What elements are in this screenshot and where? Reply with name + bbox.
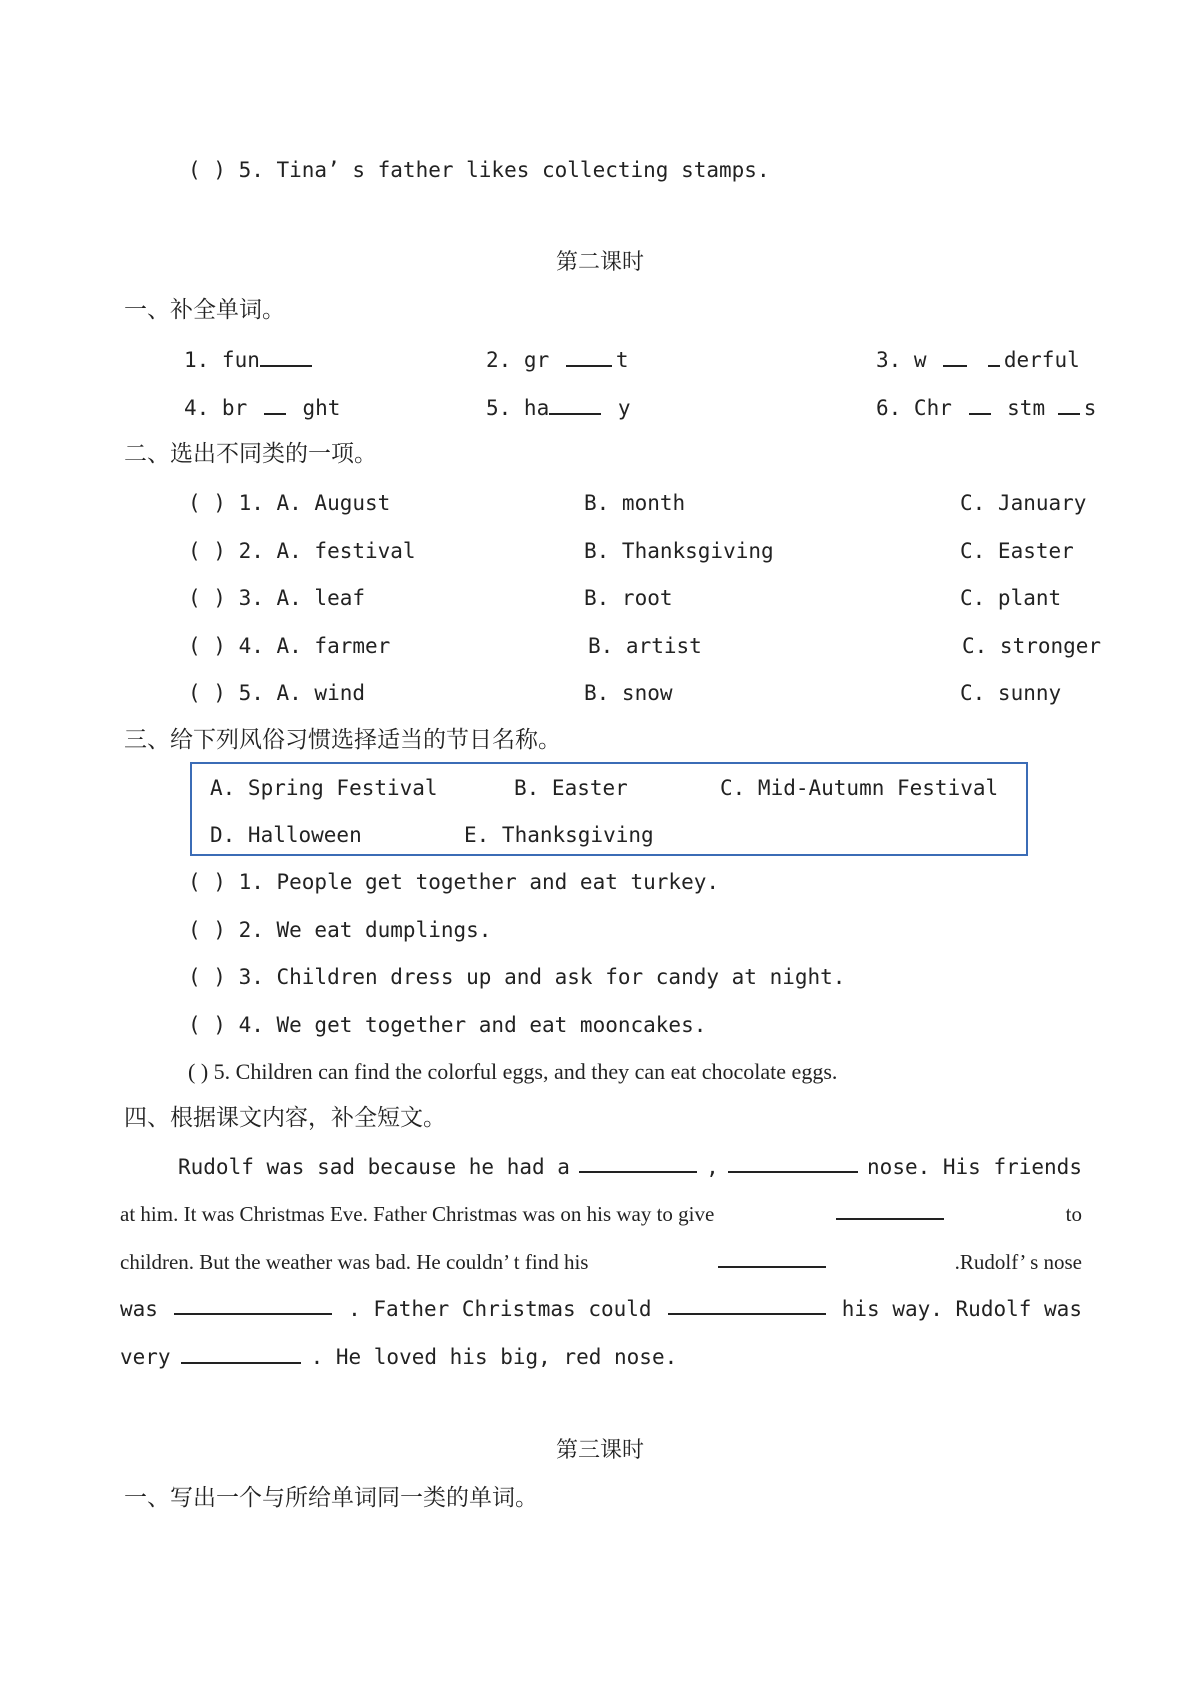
blank[interactable] — [1058, 395, 1080, 415]
choice-row: ( ) 3. A. leaf — [188, 586, 366, 610]
custom-question-5: ( ) 5. Children can find the colorful eggs, and they can eat chocolate eggs. — [188, 1059, 838, 1084]
blank[interactable] — [579, 1153, 697, 1173]
lesson2-title: 第二课时 — [555, 250, 644, 275]
part2-heading: 二、选出不同类的一项。 — [124, 441, 377, 467]
option-b: B. Easter — [514, 776, 628, 800]
choice-c: C. stronger — [962, 634, 1102, 658]
choice-b: B. artist — [588, 634, 702, 658]
custom-question-4: ( ) 4. We get together and eat mooncakes. — [188, 1013, 707, 1037]
custom-question-1: ( ) 1. People get together and eat turkey. — [188, 870, 720, 894]
word-item-3: 3. w derful — [876, 348, 1080, 372]
blank[interactable] — [264, 395, 286, 415]
custom-question-2: ( ) 2. We eat dumplings. — [188, 918, 492, 942]
passage-line-4: was . Father Christmas could his way. Rudolf was — [120, 1297, 1082, 1321]
blank[interactable] — [181, 1344, 301, 1364]
blank[interactable] — [668, 1295, 826, 1315]
choice-c: C. plant — [960, 586, 1062, 610]
part4-heading: 四、根据课文内容，补全短文。 — [124, 1105, 446, 1131]
blank[interactable] — [549, 395, 601, 415]
word-item-4: 4. br ght — [184, 396, 341, 420]
lesson3-part1-heading: 一、写出一个与所给单词同一类的单词。 — [124, 1485, 538, 1511]
blank[interactable] — [943, 347, 967, 367]
passage-line-1: Rudolf was sad because he had a , nose. His friends — [178, 1155, 1082, 1179]
choice-c: C. January — [960, 491, 1087, 515]
option-e: E. Thanksgiving — [464, 823, 654, 847]
blank[interactable] — [969, 395, 991, 415]
choice-b: B. snow — [584, 681, 673, 705]
choice-c: C. Easter — [960, 539, 1074, 563]
passage-line-5: very . He loved his big, red nose. — [120, 1345, 678, 1369]
part3-heading: 三、给下列风俗习惯选择适当的节日名称。 — [124, 727, 561, 753]
choice-b: B. root — [584, 586, 673, 610]
choice-b: B. month — [584, 491, 686, 515]
choice-row: ( ) 2. A. festival — [188, 539, 416, 563]
word-item-5: 5. ha y — [486, 396, 631, 420]
blank[interactable] — [174, 1295, 332, 1315]
blank[interactable] — [728, 1153, 858, 1173]
custom-question-3: ( ) 3. Children dress up and ask for candy at night. — [188, 965, 846, 989]
choice-row: ( ) 4. A. farmer — [188, 634, 391, 658]
question-5-top: ( ) 5. Tina’ s father likes collecting stamps. — [188, 158, 770, 182]
passage-line-2: at him. It was Christmas Eve. Father Christmas was on his way to give to — [120, 1202, 1082, 1226]
option-d: D. Halloween — [210, 823, 362, 847]
choice-row: ( ) 5. A. wind — [188, 681, 366, 705]
option-c: C. Mid-Autumn Festival — [720, 776, 999, 800]
part1-heading: 一、补全单词。 — [124, 297, 285, 323]
choice-c: C. sunny — [960, 681, 1062, 705]
choice-b: B. Thanksgiving — [584, 539, 774, 563]
blank[interactable] — [718, 1248, 826, 1268]
blank[interactable] — [566, 347, 612, 367]
blank[interactable] — [988, 347, 1000, 367]
word-item-2: 2. gr t — [486, 348, 629, 372]
word-item-6: 6. Chr stm s — [876, 396, 1097, 420]
lesson3-title: 第三课时 — [555, 1438, 644, 1463]
passage-line-3: children. But the weather was bad. He couldn’ t find his .Rudolf’ s nose — [120, 1250, 1082, 1274]
choice-row: ( ) 1. A. August — [188, 491, 391, 515]
blank[interactable] — [836, 1200, 944, 1220]
option-a: A. Spring Festival — [210, 776, 438, 800]
word-item-1: 1. fun — [184, 346, 316, 374]
blank[interactable] — [260, 347, 312, 367]
